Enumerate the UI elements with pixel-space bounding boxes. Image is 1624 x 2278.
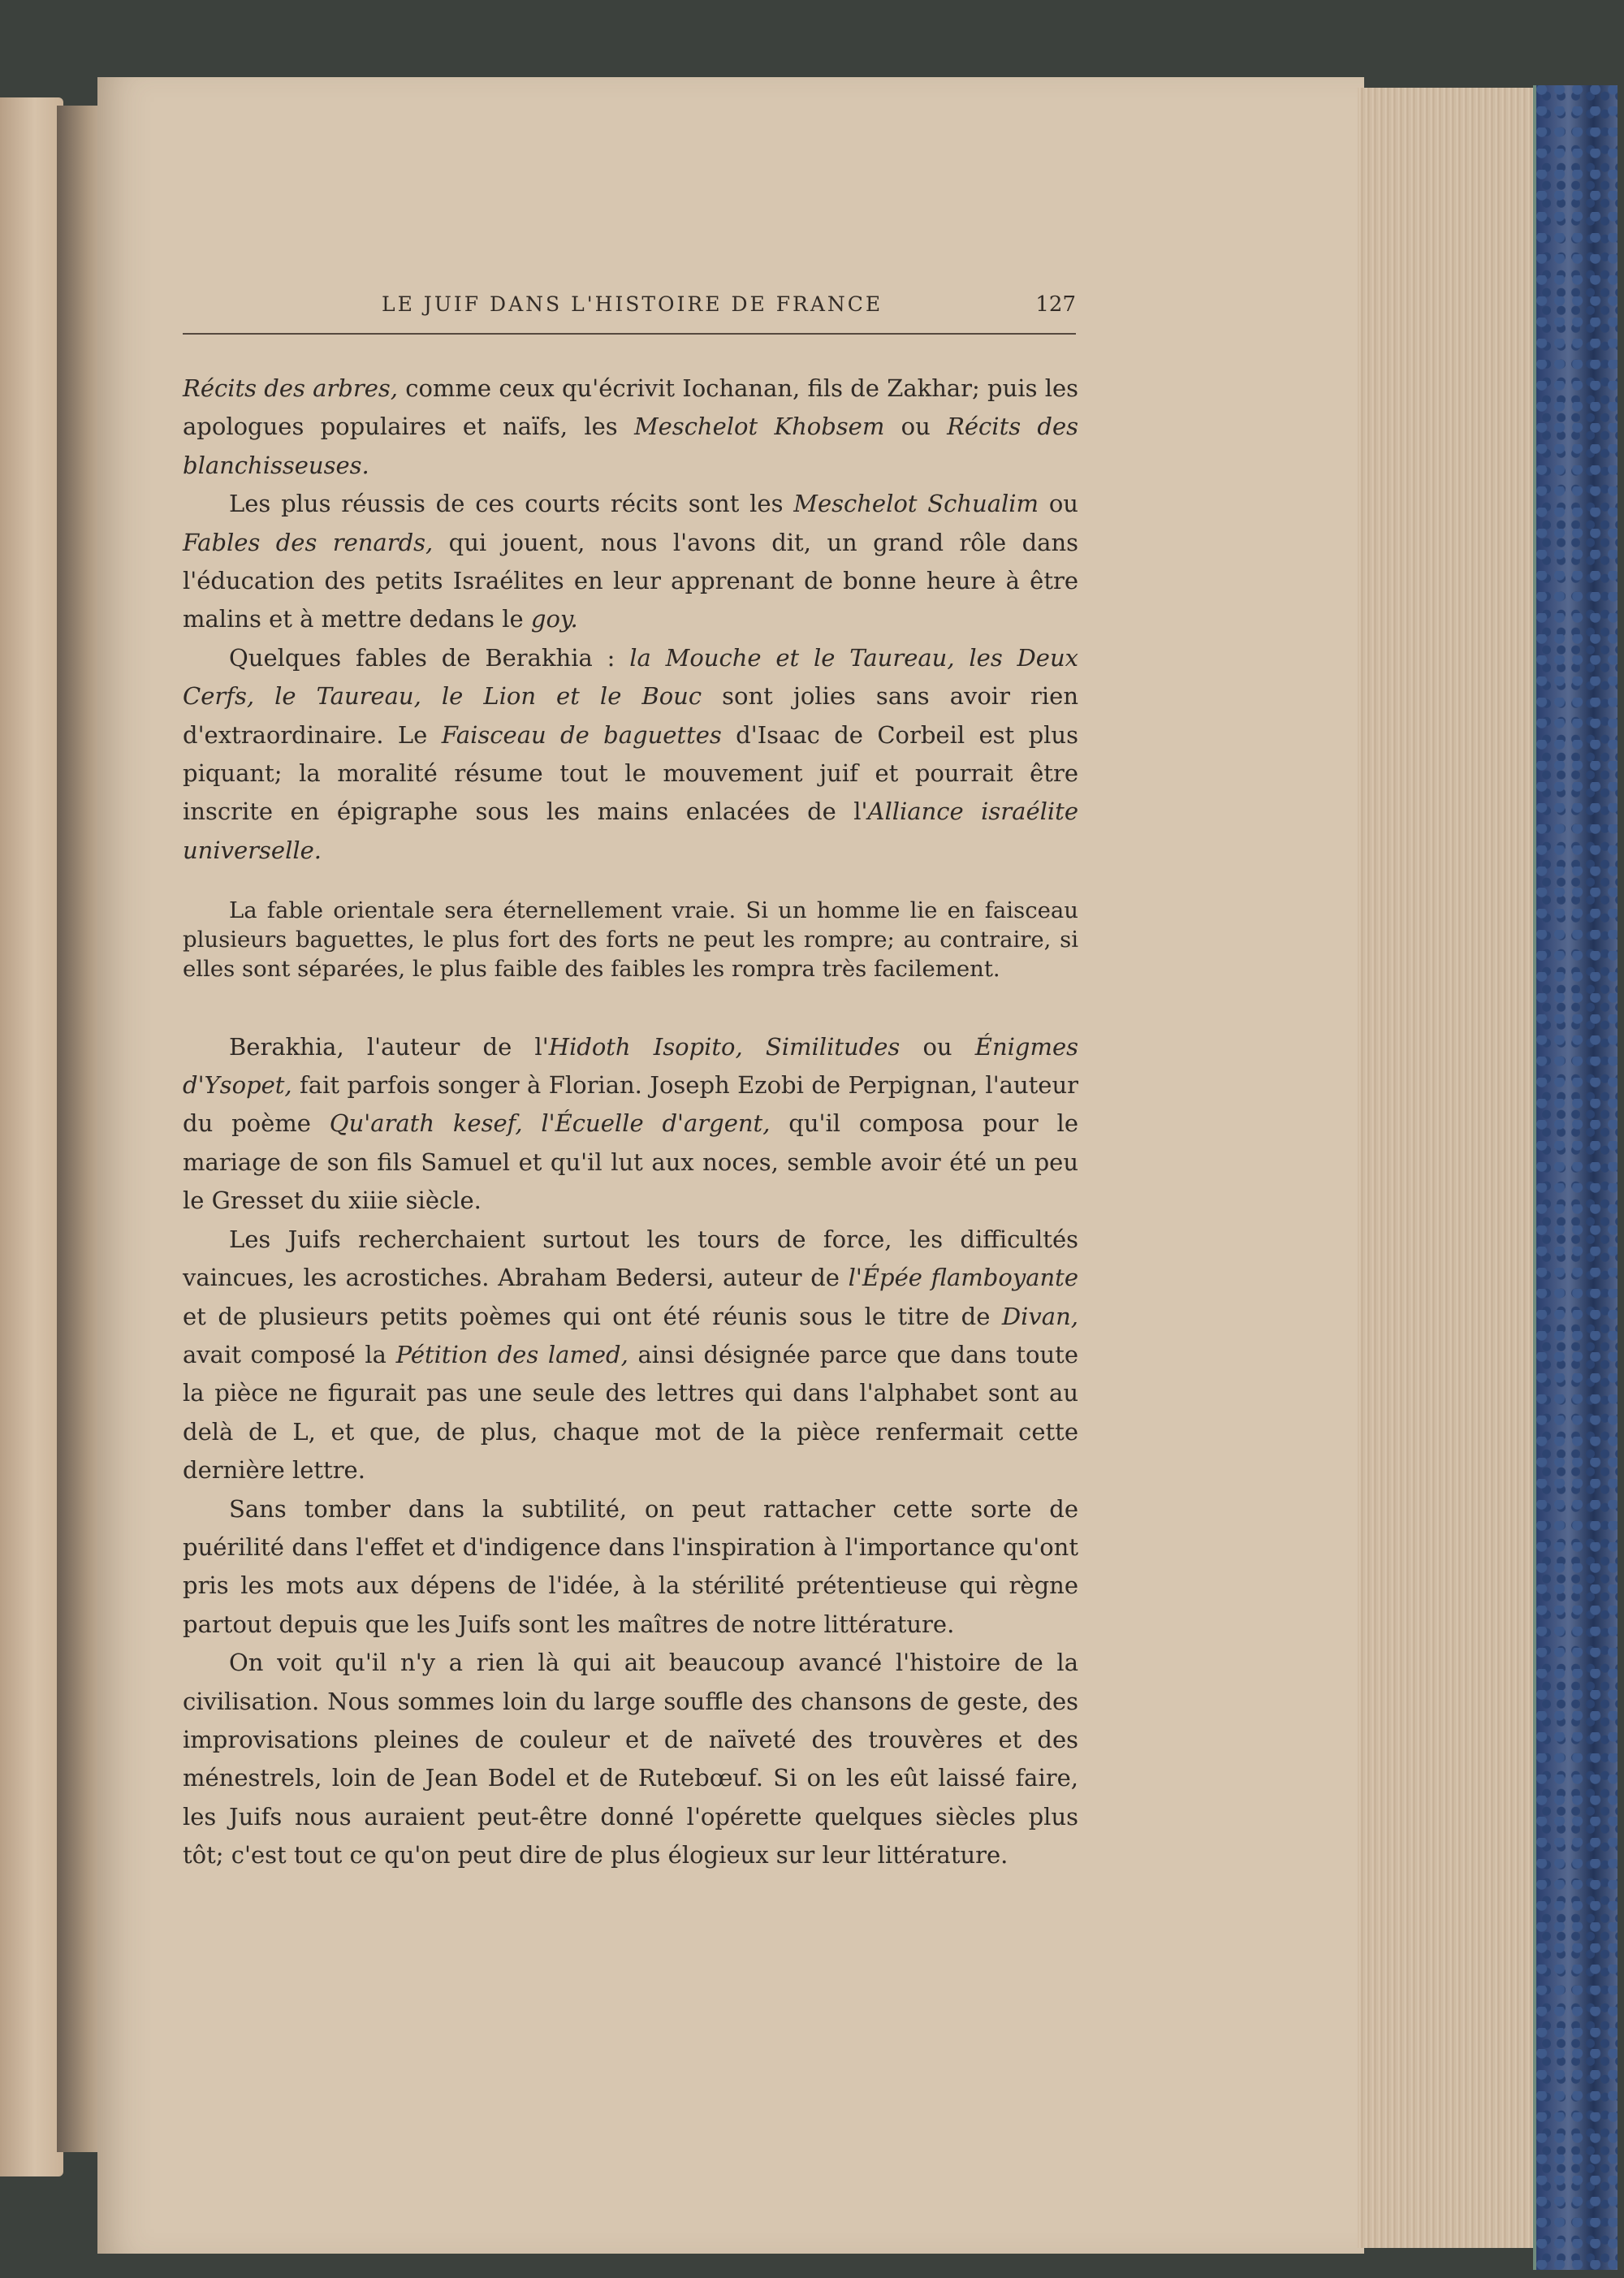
- text-span: Berakhia, l'auteur de l': [229, 1032, 549, 1061]
- paragraph-6: Sans tomber dans la subtilité, on peut rattacher cette sorte de puérilité dans l'effet et d'indigence dans l'inspiration à l'importance qu'ont pris les mots aux dépens de l'idée, à la stérilité prétentieuse qui règne partout depuis que les Juifs sont les maîtres de notre littérature.: [183, 1494, 1078, 1638]
- page-number: 127: [1035, 292, 1076, 317]
- paragraph-7: On voit qu'il n'y a rien là qui ait beaucoup avancé l'histoire de la civilisation. Nous sommes loin du large souffle des chansons de geste, des improvisations pleines de couleur et de naïveté des trouvères et des ménestrels, loin de Jean Bodel et de Rutebœuf. Si on les eût laissé faire, les Juifs nous auraient peut-être donné l'opérette quelques siècles plus tôt; c'est tout ce qu'on peut dire de plus élogieux sur leur littérature.: [183, 1649, 1078, 1870]
- italic-span: Alliance israélite universelle.: [183, 798, 1078, 864]
- italic-span: Faisceau de baguettes: [441, 720, 722, 749]
- paragraph-2: [183, 485, 1078, 639]
- text-span: qu'il composa pour le mariage de son fils Samuel et qu'il lut aux noces, semble avoir été un peu le Gresset du: [183, 1109, 1078, 1215]
- facing-page-edge: [0, 97, 63, 2176]
- text-span: ou: [900, 1032, 975, 1061]
- century-numeral: xiiie: [348, 1187, 399, 1215]
- text-span: Les Juifs recherchaient surtout les tours de force, les difficultés vaincues, les acrostiches. Abraham Bedersi, auteur de: [183, 1225, 1078, 1292]
- italic-span: la Mouche et le Taureau, les Deux Cerfs, le Taureau, le Lion et le Bouc: [183, 643, 1079, 711]
- marbled-binding: [1536, 85, 1618, 2270]
- italic-span: Récits des arbres,: [183, 374, 398, 402]
- text-span: comme ceux qu'écrivit Iochanan, fils de Zakhar; puis les apologues populaires et naïfs, les: [183, 374, 1079, 441]
- text-span: qui jouent, nous l'avons dit, un grand rôle dans l'éducation des petits Israélites en leur apprenant de bonne heure à être malins et à mettre dedans le: [183, 528, 1078, 633]
- text-span: fait parfois songer à Florian. Joseph Ezobi de Perpignan, l'auteur du poème: [183, 1071, 1078, 1138]
- text-span: ou: [1039, 490, 1078, 518]
- italic-span: Pétition des lamed,: [395, 1340, 628, 1368]
- italic-span: Meschelot Khobsem: [633, 413, 885, 441]
- text-span: ou: [884, 413, 948, 441]
- paragraph-5: [183, 1221, 1078, 1490]
- italic-span: Récits des blanchisseuses.: [183, 413, 1078, 479]
- italic-span: l'Épée flamboyante: [848, 1264, 1078, 1292]
- italic-span: Énigmes d'Ysopet,: [183, 1032, 1079, 1100]
- paragraph-3: [183, 639, 1078, 870]
- paragraph-1: [183, 370, 1078, 485]
- italic-span: Divan,: [1001, 1302, 1078, 1330]
- text-span: sont jolies sans avoir rien d'extraordinaire. Le: [183, 682, 1078, 749]
- header-rule: [183, 333, 1076, 335]
- text-span: et de plusieurs petits poèmes qui ont été réunis sous le titre de: [183, 1302, 1002, 1330]
- page-body: [183, 370, 1078, 1875]
- spacer: [183, 870, 1078, 897]
- italic-span: goy.: [530, 605, 578, 633]
- paragraph-4: [183, 1028, 1078, 1221]
- spacer: [183, 984, 1078, 1028]
- page-header: [183, 292, 1076, 325]
- italic-span: Fables des renards,: [183, 528, 434, 556]
- text-span: Quelques fables de Berakhia :: [229, 643, 630, 672]
- text-span: ainsi désignée parce que dans toute la pièce ne figurait pas une seule des lettres qui dans l'alphabet sont au delà de L, et que, de plus, chaque mot de la pièce renfermait cette dernière lettre.: [183, 1340, 1078, 1485]
- text-span: siècle.: [398, 1187, 482, 1215]
- text-span: avait composé la: [183, 1340, 396, 1368]
- running-head: LE JUIF DANS L'HISTOIRE DE FRANCE: [382, 292, 883, 316]
- text-span: d'Isaac de Corbeil est plus piquant; la moralité résume tout le mouvement juif et pourrait être inscrite en épigraphe sous les mains enlacées de l': [183, 720, 1078, 826]
- text-span: Les plus réussis de ces courts récits sont les: [229, 490, 794, 518]
- italic-span: Hidoth Isopito, Similitudes: [548, 1032, 901, 1061]
- italic-span: Meschelot Schualim: [793, 490, 1039, 518]
- italic-span: Qu'arath kesef, l'Écuelle d'argent,: [329, 1109, 771, 1138]
- page-fore-edge: [1358, 88, 1536, 2248]
- block-quote: La fable orientale sera éternellement vraie. Si un homme lie en faisceau plusieurs baguettes, le plus fort des forts ne peut les rompre; au contraire, si elles sont séparées, le plus faible des faibles les rompra très facilement.: [183, 897, 1078, 982]
